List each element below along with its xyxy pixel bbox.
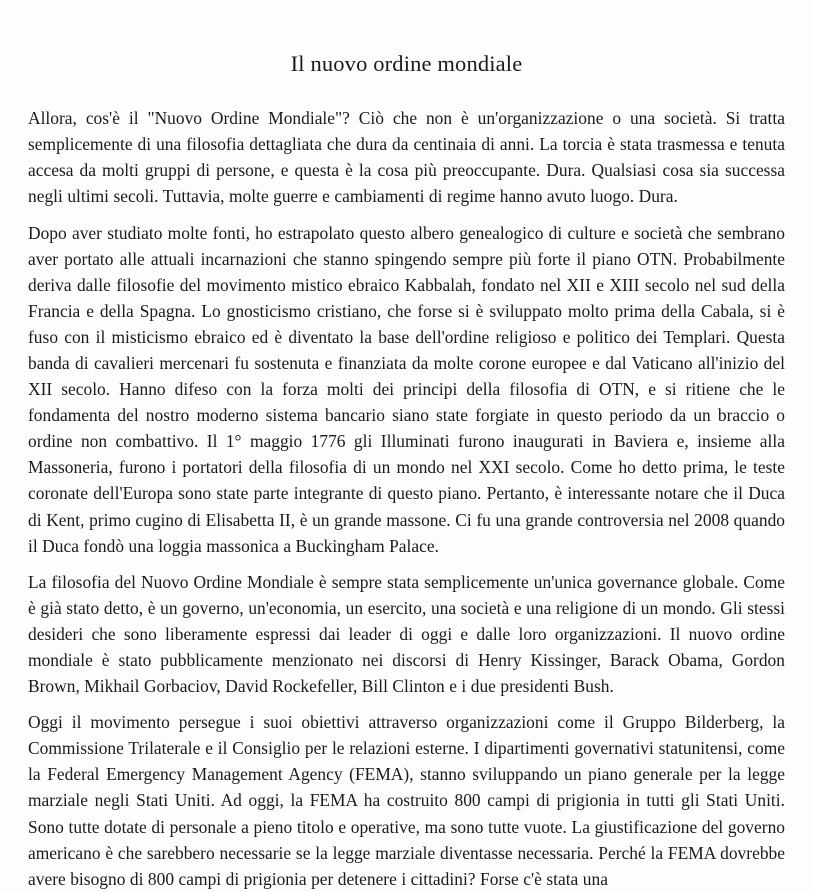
paragraph-3: La filosofia del Nuovo Ordine Mondiale è sempre stata semplicemente un'unica governance globale. Come è già stato detto, è un governo, un'economia, un esercito, una società e una religione di un mondo. Gli stessi desideri che sono liberamente espressi dai leader di oggi e dalle loro organizzazioni. Il nuovo ordine mondiale è stato pubblicamente menzionato nei discorsi di Henry Kissinger, Barack Obama, Gordon Brown, Mikhail Gorbaciov, David Rockefeller, Bill Clinton e i due presidenti Bush. bbox=[28, 571, 785, 697]
page-title: Il nuovo ordine mondiale bbox=[290, 51, 523, 76]
paragraph-4: Oggi il movimento persegue i suoi obiettivi attraverso organizzazioni come il Gruppo Bilderberg, la Commissione Trilaterale e il Consiglio per le relazioni esterne. I dipartimenti governativi statunitensi, come la Federal Emergency Management Agency (FEMA), stanno sviluppando un piano generale per la legge marziale negli Stati Uniti. Ad oggi, la FEMA ha costruito 800 campi di prigionia in tutti gli Stati Uniti. Sono tutte dotate di personale a pieno titolo e operative, ma sono tutte vuote. La giustificazione del governo americano è che sarebbero necessarie se la legge marziale diventasse necessaria. Perché la FEMA dovrebbe avere bisogno di 800 campi di prigionia per detenere i cittadini? Forse c'è stata una bbox=[28, 712, 785, 889]
paragraph-2: Dopo aver studiato molte fonti, ho estrapolato questo albero genealogico di culture e società che sembrano aver portato alle attuali incarnazioni che stanno spingendo sempre più forte il piano OTN. Probabilmente deriva dalle filosofie del movimento mistico ebraico Kabbalah, fondato nel XII e XIII secolo nel sud della Francia e della Spagna. Lo gnosticismo cristiano, che forse si è sviluppato molto prima della Cabala, si è fuso con il misticismo ebraico ed è diventato la base dell'ordine religioso e politico dei Templari. Questa banda di cavalieri mercenari fu sostenuta e finanziata da molte corone europee e dal Vaticano all'inizio del XII secolo. Hanno difeso con la forza molti dei principi della filosofia di OTN, e si ritiene che le fondamenta del nostro moderno sistema bancario siano state forgiate in questo periodo da un braccio o ordine non combattivo. Il 1° maggio 1776 gli Illuminati furono inaugurati in Baviera e, insieme alla Massoneria, furono i portatori della filosofia di un mondo nel XXI secolo. Come ho detto prima, le teste coronate dell'Europa sono state parte integrante di questo piano. Pertanto, è interessante notare che il Duca di Kent, primo cugino di Elisabetta II, è un grande massone. Ci fu una grande controversia nel 2008 quando il Duca fondò una loggia massonica a Buckingham Palace. bbox=[28, 222, 785, 556]
paragraph-1: Allora, cos'è il "Nuovo Ordine Mondiale"? Ciò che non è un'organizzazione o una società. Si tratta semplicemente di una filosofia dettagliata che dura da centinaia di anni. La torcia è stata trasmessa e tenuta accesa da molti gruppi di persone, e questa è la cosa più preoccupante. Dura. Qualsiasi cosa sia successa negli ultimi secoli. Tuttavia, molte guerre e cambiamenti di regime hanno avuto luogo. Dura. bbox=[28, 108, 785, 207]
document-body bbox=[28, 105, 785, 892]
